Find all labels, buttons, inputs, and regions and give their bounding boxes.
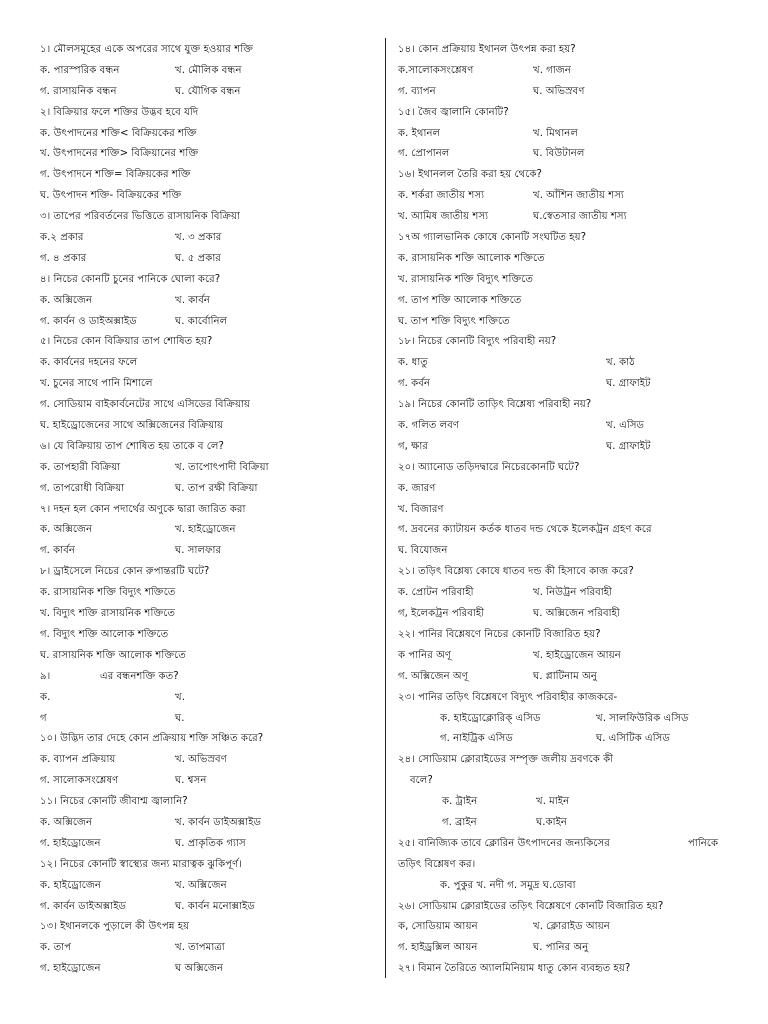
option-b: খ. তাপমাত্রা — [175, 942, 225, 954]
text-line — [398, 332, 730, 353]
text-line — [40, 165, 380, 186]
question-text: গ. দ্রবনের ক্যাটায়ন কর্তক ধাতব দন্ড থেকে ইলেকট্রন গ্রহণ করে — [398, 524, 652, 536]
option-b: খ. ক্লোরাইড আয়ন — [533, 921, 610, 933]
option-b: খ. কার্বন ডাইঅক্সাইড — [175, 816, 262, 828]
option-a: ক. অক্সিজেন — [40, 294, 93, 306]
question-text: ১। মৌলসমূহের একে অপরের সাথে যুক্ত হওয়ার শক্তি — [40, 44, 254, 55]
option-b: ঘ. ৫ প্রকার — [175, 252, 221, 264]
option-b: খ. হাইড্রোজেন আয়ন — [533, 649, 621, 661]
question-text: ঘ. তাপ শক্তি বিদ্যুৎ শক্তিতে — [398, 315, 510, 327]
option-b: ঘ অক্সিজেন — [175, 963, 224, 975]
text-line — [398, 897, 730, 918]
question-text: খ. রাসায়নিক শক্তি বিদ্যুৎ শক্তিতে — [398, 273, 533, 285]
text-line — [40, 207, 380, 228]
option-b: ঘ. কার্বোনিল — [175, 315, 228, 327]
question-text: ঘ. রাসায়নিক শক্তি আলোক শক্তিতে — [40, 649, 186, 661]
option-b: ঘ. যৌগিক বন্ধন — [175, 85, 241, 97]
text-line — [40, 855, 380, 876]
text-line — [398, 144, 730, 165]
question-text: ৫। নিচের কোন বিক্রিয়ার তাপ শোষিত হয়? — [40, 336, 213, 348]
text-line — [40, 500, 380, 521]
text-line — [398, 771, 730, 792]
question-text: গ. তাপ শক্তি আলোক শক্তিতে — [398, 294, 522, 306]
question-text: ২৭। বিমান তৈরিতে অ্যালমিনিয়াম ধাতু কোন ব্যবহৃত হয়? — [398, 963, 631, 975]
question-text: খ. উৎপাদনের শক্তি> বিক্রিয়ানের শক্তি — [40, 148, 199, 160]
option-a: ক. তাপহারী বিক্রিয়া — [40, 461, 121, 473]
option-b: ঘ. শ্বসন — [175, 775, 207, 787]
option-a: ক. ইথানল — [398, 127, 441, 139]
option-a: ক, সোডিয়াম আয়ন — [398, 921, 478, 933]
question-text: ১৬। ইথানলল তৈরি করা হয় থেকে? — [398, 169, 542, 181]
question-text: বলে? — [410, 775, 433, 787]
option-b: খ. এসিড — [606, 420, 645, 432]
question-text: ২২। পানির বিশ্লেষণে নিচের কোনটি বিজারিত হয়? — [398, 628, 601, 640]
text-line — [398, 82, 730, 103]
text-line — [40, 646, 380, 667]
option-a: গ — [40, 712, 47, 724]
text-line — [40, 541, 380, 562]
option-b: ঘ. — [175, 712, 185, 724]
text-line — [40, 270, 380, 291]
option-a: ক পানির অণূ — [398, 649, 452, 661]
option-a: গ. অক্সিজেন অণূ — [398, 670, 468, 682]
question-text-end: পানিকে — [688, 837, 719, 849]
question-text: ঘ. হাইড্রোজেনের সাথে অক্সিজেনের বিক্রিয়ায় — [40, 420, 224, 432]
text-line — [398, 479, 730, 500]
question-text: ২১। তড়িৎ বিশ্লেষ্য কোষে ধাতব দন্ড কী হিসাবে কাজ করে? — [398, 566, 634, 578]
text-line — [40, 249, 380, 270]
text-line — [40, 520, 380, 541]
text-line — [40, 604, 380, 625]
text-line — [398, 562, 730, 583]
option-b: ঘ. সালফার — [175, 545, 222, 557]
option-a: ক. ট্রাইন — [442, 796, 478, 808]
question-text: ২০। অ্যানোড তড়িদদ্বারে নিচেরকোনটি ঘটে? — [398, 461, 580, 473]
option-b: খ. কাঠ — [606, 357, 635, 369]
option-b: ঘ. পানির অনু — [533, 942, 589, 954]
option-a: গ. কর্বন — [398, 378, 431, 390]
text-line — [398, 124, 730, 145]
left-column — [40, 40, 380, 980]
option-a: ক.সালোকসংশ্লেষণ — [398, 64, 474, 76]
option-b: ঘ. গ্রাফাইট — [606, 378, 651, 390]
option-b: খ. মৌলিক বন্ধন — [175, 64, 242, 76]
option-a: ক. হাইড্রোক্লোরিক্ এসিড — [440, 712, 541, 724]
text-line — [40, 124, 380, 145]
option-a: গ. ব্রাইন — [442, 816, 477, 828]
question-text: ১১। নিচের কোনটি জীবাশ্ম জ্বালানি? — [40, 796, 188, 808]
question-number: ৯। — [40, 670, 51, 682]
text-line — [398, 625, 730, 646]
option-b: খ. অক্সিজেন — [175, 879, 227, 891]
question-text: ২। বিক্রিয়ার ফলে শক্তির উদ্ভব হবে যদি — [40, 106, 199, 118]
text-line — [40, 332, 380, 353]
text-line — [40, 938, 380, 959]
text-line — [40, 688, 380, 709]
question-text: ২৬। সোডিয়াম ক্লোরাইডের তড়িৎ বিশ্লেষণে কোনটি বিজারিত হয়? — [398, 900, 664, 912]
option-a: গ. তাপরোধী বিক্রিয়া — [40, 482, 125, 494]
question-text: গ. সোডিয়াম বাইকার্বনেটের সাথে এসিডের বিক্রিয়ায় — [40, 399, 250, 411]
text-line — [40, 834, 380, 855]
question-text: গ. বিদ্যুৎ শক্তি আলোক শক্তিতে — [40, 628, 169, 640]
text-line — [398, 792, 730, 813]
option-a: গ. কার্বন — [40, 545, 75, 557]
option-a: ক. হাইড্রোজেন — [40, 879, 102, 891]
option-text: ক. পুকুর খ. নদী গ. সমুদ্র ঘ.ডোবা — [440, 879, 576, 891]
text-line — [40, 479, 380, 500]
option-b: খ. কার্বন — [175, 294, 210, 306]
option-b: ঘ. প্রাকৃতিক গ্যাস — [175, 837, 246, 849]
option-b: ঘ. কার্বন মনোক্সাইড — [175, 900, 255, 912]
text-line — [398, 165, 730, 186]
question-text: ১৪। কোন প্রক্রিয়ায় ইথানল উৎপন্ন করা হয়? — [398, 44, 576, 55]
question-text: ক. উৎপাদনের শক্তি< বিক্রিয়কের শক্তি — [40, 127, 197, 139]
text-line — [40, 667, 380, 688]
option-b: ঘ. অভিস্রবণ — [533, 85, 585, 97]
text-line — [398, 40, 730, 61]
text-line — [398, 750, 730, 771]
text-line — [40, 186, 380, 207]
text-line — [40, 625, 380, 646]
option-a: ক. শর্করা জাতীয় শস্য — [398, 190, 485, 202]
question-text: ৩। তাপের পরিবর্তনের ভিত্তিতে রাসায়নিক বিক্রিয়া — [40, 211, 240, 223]
option-a: গ. হাইড্রোজেন — [40, 963, 101, 975]
option-b: খ. সালফিউরিক এসিড — [596, 712, 689, 724]
text-line — [398, 61, 730, 82]
text-line — [40, 897, 380, 918]
text-line — [40, 792, 380, 813]
text-line — [40, 374, 380, 395]
text-line — [40, 395, 380, 416]
question-text: ১৯। নিচের কোনটি তাড়িৎ বিশ্লেষ্য পরিবাহী নয়? — [398, 399, 592, 411]
text-line — [398, 834, 730, 855]
text-line — [40, 437, 380, 458]
question-text: ক. কার্বনের দহনের ফলে — [40, 357, 138, 369]
text-line — [398, 416, 730, 437]
text-line — [398, 228, 730, 249]
text-line — [40, 61, 380, 82]
option-a: ক. অক্সিজেন — [40, 524, 93, 536]
option-b: খ. তাপোৎপাদী বিক্রিয়া — [175, 461, 269, 473]
option-a: গ. হাইড্রক্সিল আয়ন — [398, 942, 478, 954]
text-line — [398, 291, 730, 312]
option-b: খ. নিউট্রন পরিবাহী — [533, 587, 612, 599]
text-line — [40, 917, 380, 938]
text-line — [398, 709, 730, 730]
option-b: ঘ.কাইন — [536, 816, 567, 828]
option-b: ঘ. তাপ রক্ষী বিক্রিয়া — [175, 482, 258, 494]
text-line — [40, 82, 380, 103]
question-text: ৪। নিচের কোনটি চুনের পানিকে ঘোলা করে? — [40, 273, 221, 285]
option-b: খ. ৩ প্রকার — [175, 232, 222, 244]
option-a: ক. ব্যাপন প্রক্রিয়ায় — [40, 754, 116, 766]
text-line — [398, 604, 730, 625]
text-line — [398, 500, 730, 521]
text-line — [398, 541, 730, 562]
text-line — [398, 207, 730, 228]
question-text: খ. বিজারণ — [398, 503, 444, 515]
question-text: ৬। যে বিক্রিয়ায় তাপ শোষিত হয় তাকে ব লে? — [40, 440, 224, 452]
text-line — [398, 103, 730, 124]
option-a: ক. — [40, 691, 51, 703]
option-a: ক. পারস্পরিক বন্ধন — [40, 64, 120, 76]
option-a: গ. কার্বন ডাইঅক্সাইড — [40, 900, 127, 912]
option-b: খ. — [175, 691, 185, 703]
text-line — [40, 353, 380, 374]
text-line — [40, 416, 380, 437]
question-text: ২৩। পানির তড়িৎ বিশ্লেষণে বিদ্যুৎ পরিবাহীর কাজকরে- — [398, 691, 618, 703]
option-b: ঘ. গ্রাফাইট — [606, 440, 651, 452]
text-line — [40, 228, 380, 249]
text-line — [398, 729, 730, 750]
text-line — [40, 144, 380, 165]
question-text: ১০। উদ্ভিদ তার দেহে কোন প্রক্রিয়ায় শক্তি সঞ্চিত করে? — [40, 733, 264, 745]
question-text: ১৮। নিচের কোনটি বিদ্যুৎ পরিবাহী নয়? — [398, 336, 557, 348]
option-b: খ. গাজন — [533, 64, 571, 76]
option-b: ঘ. অক্সিজেন পরিবাহী — [533, 608, 620, 620]
text-line — [398, 917, 730, 938]
text-line — [40, 312, 380, 333]
question-text: ১৫। জৈব জ্বালানি কোনটি? — [398, 106, 509, 118]
text-line — [398, 437, 730, 458]
question-text: ক. জারণ — [398, 482, 436, 494]
option-a: ক. প্রোটন পরিবাহী — [398, 587, 474, 599]
text-line — [40, 103, 380, 124]
text-line — [398, 688, 730, 709]
text-line — [398, 395, 730, 416]
text-line — [398, 353, 730, 374]
question-text: ২৪। সোডিয়াম ক্লোরাইডের সম্পৃক্ত জলীয় দ্রবণকে কী — [398, 754, 614, 766]
option-a: গ. নাইট্রিক এসিড — [440, 733, 513, 745]
text-line — [40, 771, 380, 792]
text-line — [398, 312, 730, 333]
option-a: গ. ব্যাপন — [398, 85, 436, 97]
text-line — [40, 562, 380, 583]
option-a: গ. রাসায়নিক বন্ধন — [40, 85, 117, 97]
option-a: গ. কার্বন ও ডাইঅক্সাইড — [40, 315, 137, 327]
question-text: ৭। দহন হল কোন পদার্থের অণুকে দ্বারা জারিত করা — [40, 503, 246, 515]
right-column — [398, 40, 730, 980]
text-line — [398, 667, 730, 688]
text-line — [40, 458, 380, 479]
text-line — [40, 709, 380, 730]
text-line — [398, 646, 730, 667]
question-text: ১৩। ইথানলকে পুড়ালে কী উৎপন্ন হয় — [40, 921, 190, 933]
question-text: ২৫। বানিজ্যিক তাবে ক্লোরিন উৎপাদনের জন্যকিসের — [398, 837, 610, 849]
text-line — [40, 729, 380, 750]
question-text: খ. বিদ্যুৎ শক্তি রাসায়নিক শক্তিতে — [40, 608, 175, 620]
question-text: খ. চুনের সাথে পানি মিশালে — [40, 378, 153, 390]
question-text: ঘ. উৎপাদন শক্তি- বিক্রিয়কের শক্তি — [40, 190, 182, 202]
text-line — [40, 876, 380, 897]
option-a: গ, ইলেকট্রন পরিবাহী — [398, 608, 485, 620]
option-a: গ, ক্ষার — [398, 440, 428, 452]
option-b: ঘ.স্বেতসার জাতীয় শস্য — [533, 211, 627, 223]
text-line — [40, 291, 380, 312]
text-line — [398, 186, 730, 207]
option-a: গ. হাইড্রোজেন — [40, 837, 101, 849]
text-line — [40, 959, 380, 980]
option-a: খ. আমিষ জাতীয় শস্য — [398, 211, 489, 223]
option-b: খ. মাইন — [536, 796, 570, 808]
text-line — [398, 270, 730, 291]
question-text: এর বন্ধনশক্তি কত? — [100, 670, 179, 682]
option-a: গ. সালোকসংশ্লেষণ — [40, 775, 119, 787]
text-line — [398, 938, 730, 959]
text-line — [398, 374, 730, 395]
question-text: ১৭অ গ্যালভানিক কোষে কোনটি সংঘটিত হয়? — [398, 232, 587, 244]
text-line — [398, 583, 730, 604]
option-b: ঘ. এসিটিক এসিড — [596, 733, 670, 745]
text-line — [40, 40, 380, 61]
question-text: ১২। নিচের কোনটি স্বাস্থ্যের জন্য মারাত্বক ঝুকিপূর্ণ। — [40, 858, 242, 870]
option-a: ক. অক্সিজেন — [40, 816, 93, 828]
text-line — [398, 458, 730, 479]
option-b: খ. আঁশিন জাতীয় শস্য — [533, 190, 624, 202]
text-line — [398, 813, 730, 834]
question-text: তড়িৎ বিশ্লেষণ কর। — [398, 858, 476, 870]
option-b: ঘ. প্লাটিনাম অনু — [533, 670, 597, 682]
column-divider — [385, 38, 386, 978]
option-a: গ. ৪ প্রকার — [40, 252, 87, 264]
option-a: ক. গলিত লবণ — [398, 420, 460, 432]
option-a: গ. প্রোপানল — [398, 148, 450, 160]
option-a: ক. তাপ — [40, 942, 72, 954]
text-line — [398, 855, 730, 876]
question-text: ক. রাসায়নিক শক্তি আলোক শক্তিতে — [398, 252, 545, 264]
text-line — [40, 583, 380, 604]
option-b: খ. মিথানল — [533, 127, 578, 139]
option-a: ক. ধাতু — [398, 357, 428, 369]
option-b: খ. হাইড্রোজেন — [175, 524, 236, 536]
option-b: খ. অভিস্রবণ — [175, 754, 227, 766]
text-line — [40, 750, 380, 771]
text-line — [398, 520, 730, 541]
question-text: ক. রাসায়নিক শক্তি বিদ্যুৎ শক্তিতে — [40, 587, 176, 599]
option-a: ক.২ প্রকার — [40, 232, 84, 244]
text-line — [40, 813, 380, 834]
question-text: ঘ. বিযোজন — [398, 545, 448, 557]
text-line — [398, 249, 730, 270]
option-b: ঘ. বিউটানল — [533, 148, 585, 160]
question-text: ৮। ড্রাইসেলে নিচের কোন রুপান্তরটি ঘটে? — [40, 566, 210, 578]
text-line — [398, 876, 730, 897]
text-line — [398, 959, 730, 980]
question-text: গ. উৎপাদনে শক্তি= বিক্রিয়কের শক্তি — [40, 169, 191, 181]
